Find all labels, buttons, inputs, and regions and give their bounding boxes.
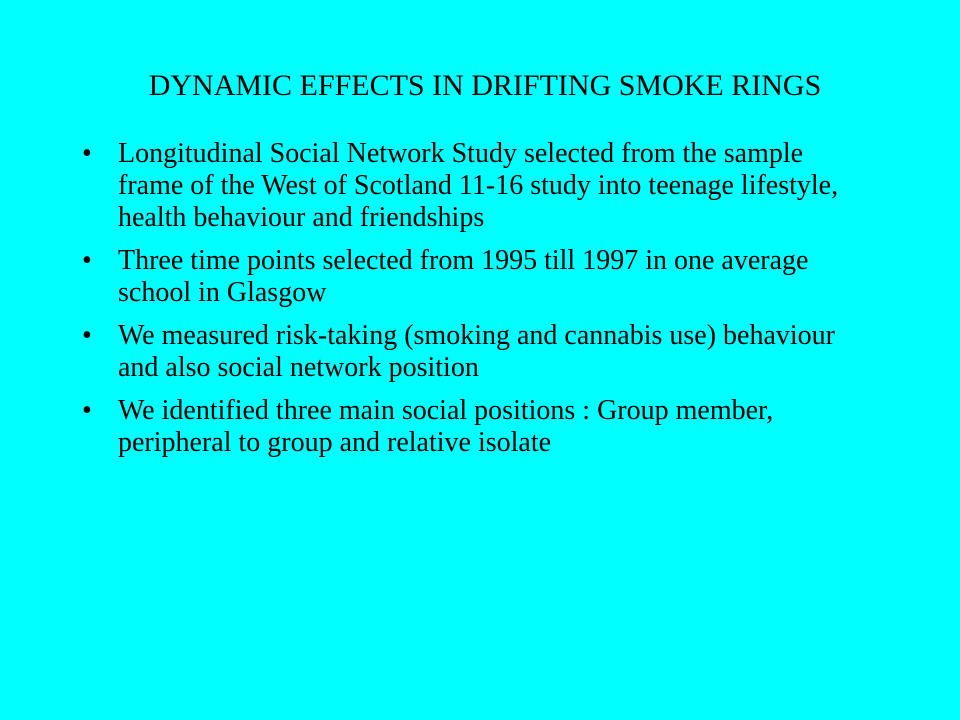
bullet-text: We identified three main social positions : Group member, peripheral to group and relative isolate (118, 395, 774, 458)
bullet-text: Three time points selected from 1995 till 1997 in one average school in Glasgow (118, 245, 809, 308)
bullet-item (80, 138, 870, 234)
bullet-icon: • (82, 245, 92, 276)
bullet-text: We measured risk-taking (smoking and cannabis use) behaviour and also social network position (118, 320, 835, 383)
bullet-item (80, 395, 870, 459)
bullet-icon: • (82, 138, 92, 169)
slide-title: DYNAMIC EFFECTS IN DRIFTING SMOKE RINGS (148, 69, 822, 102)
bullet-icon: • (82, 320, 92, 351)
bullet-item (80, 245, 870, 309)
bullet-icon: • (82, 395, 92, 426)
bullet-list (80, 138, 870, 470)
bullet-item (80, 320, 870, 384)
bullet-text: Longitudinal Social Network Study selected from the sample frame of the West of Scotland 11-16 study into teenage lifestyle, health behaviour and friendships (118, 138, 839, 233)
